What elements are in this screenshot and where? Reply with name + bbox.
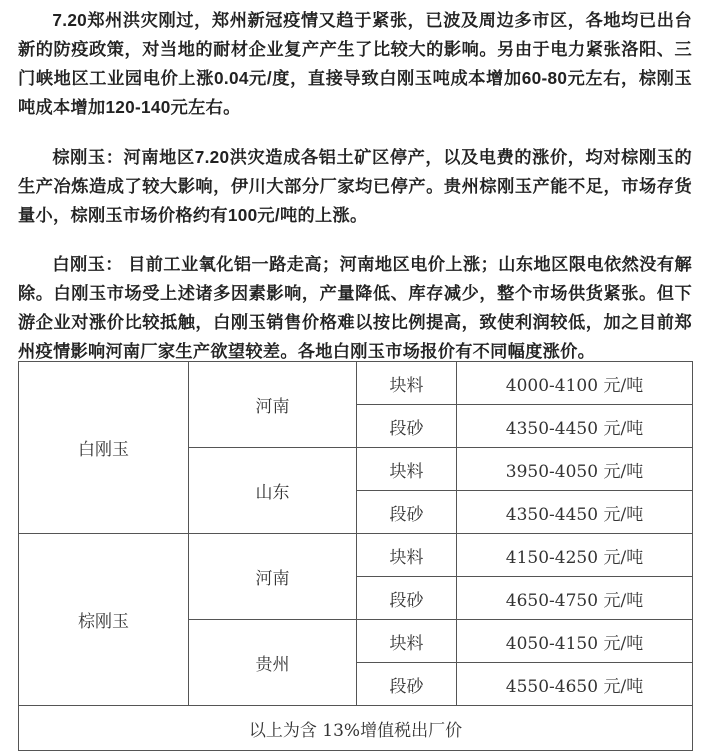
product-cell: 白刚玉 bbox=[19, 362, 189, 534]
spec-cell: 段砂 bbox=[357, 577, 457, 620]
paragraph-white-corundum: 白刚玉： 目前工业氧化铝一路走高；河南地区电价上涨；山东地区限电依然没有解除。白刚玉市场受上述诸多因素影响，产量降低、库存减少，整个市场供货紧张。但下游企业对涨价比较抵触，白刚玉销售价格难以按比例提高，致使利润较低，加之目前郑州疫情影响河南厂家生产欲望较差。各地白刚玉市场报价有不同幅度涨价。 bbox=[18, 254, 692, 361]
spec-cell: 段砂 bbox=[357, 491, 457, 534]
paragraph-brown-corundum: 棕刚玉：河南地区7.20洪灾造成各铝土矿区停产，以及电费的涨价，均对棕刚玉的生产冶炼造成了较大影响，伊川大部分厂家均已停产。贵州棕刚玉产能不足，市场存货量小，棕刚玉市场价格约有100元/吨的上涨。 bbox=[18, 147, 692, 225]
price-cell: 4350-4450 元/吨 bbox=[457, 491, 693, 534]
paragraph-market-overview: 7.20郑州洪灾刚过，郑州新冠疫情又趋于紧张，已波及周边多市区，各地均已出台新的防疫政策，对当地的耐材企业复产产生了比较大的影响。另由于电力紧张洛阳、三门峡地区工业园电价上涨0.04元/度，直接导致白刚玉吨成本增加60-80元左右，棕刚玉吨成本增加120-140元左右。 bbox=[18, 10, 692, 117]
region-cell: 山东 bbox=[189, 448, 357, 534]
region-cell: 贵州 bbox=[189, 620, 357, 706]
product-cell: 棕刚玉 bbox=[19, 534, 189, 706]
table-row bbox=[19, 706, 693, 751]
table-note: 以上为含 13%增值税出厂价 bbox=[19, 706, 693, 751]
price-cell: 4150-4250 元/吨 bbox=[457, 534, 693, 577]
price-cell: 4050-4150 元/吨 bbox=[457, 620, 693, 663]
spec-cell: 段砂 bbox=[357, 405, 457, 448]
table-row bbox=[19, 534, 693, 577]
price-table bbox=[18, 361, 693, 751]
price-cell: 4350-4450 元/吨 bbox=[457, 405, 693, 448]
price-cell: 4550-4650 元/吨 bbox=[457, 663, 693, 706]
price-cell: 4000-4100 元/吨 bbox=[457, 362, 693, 405]
spec-cell: 段砂 bbox=[357, 663, 457, 706]
spec-cell: 块料 bbox=[357, 448, 457, 491]
price-cell: 4650-4750 元/吨 bbox=[457, 577, 693, 620]
spec-cell: 块料 bbox=[357, 620, 457, 663]
price-cell: 3950-4050 元/吨 bbox=[457, 448, 693, 491]
spec-cell: 块料 bbox=[357, 362, 457, 405]
table-row bbox=[19, 362, 693, 405]
region-cell: 河南 bbox=[189, 362, 357, 448]
region-cell: 河南 bbox=[189, 534, 357, 620]
spec-cell: 块料 bbox=[357, 534, 457, 577]
